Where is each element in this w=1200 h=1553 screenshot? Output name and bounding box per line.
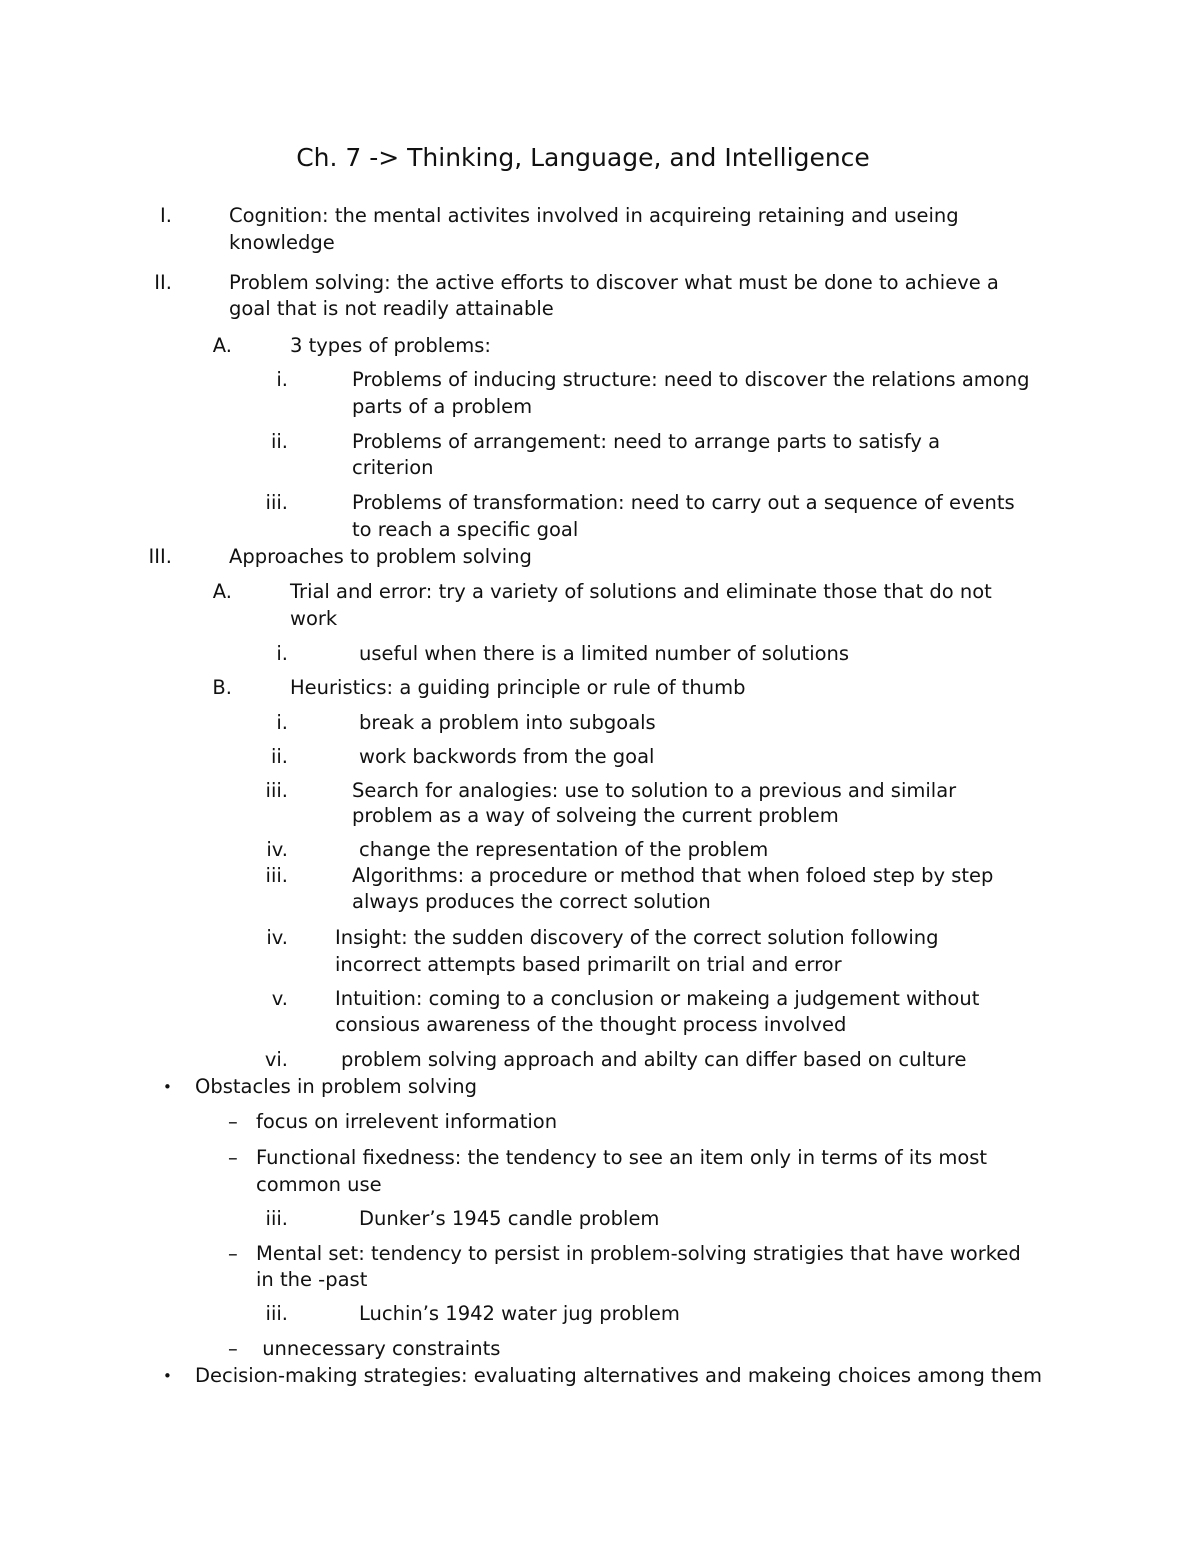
outline-text: Algorithms: a procedure or method that when foloed step by step [352, 864, 994, 887]
outline-marker: iii. [265, 1302, 288, 1325]
outline-text: Insight: the sudden discovery of the correct solution following [335, 926, 939, 949]
outline-text: Luchin’s 1942 water jug problem [359, 1302, 680, 1325]
outline-text-continued: always produces the correct solution [352, 890, 711, 913]
outline-text: Search for analogies: use to solution to a previous and similar [352, 779, 957, 802]
outline-marker: iii. [265, 1207, 288, 1230]
outline-text: Approaches to problem solving [229, 545, 532, 568]
outline-marker: A. [212, 580, 232, 603]
outline-text: Problem solving: the active efforts to discover what must be done to achieve a [229, 271, 999, 294]
dash-marker: – [228, 1110, 238, 1133]
outline-marker: vi. [264, 1048, 288, 1071]
outline-text: work backwords from the goal [359, 745, 655, 768]
outline-text: break a problem into subgoals [359, 711, 656, 734]
outline-marker: II. [154, 271, 172, 294]
outline-marker: A. [212, 334, 232, 357]
outline-marker: iii. [265, 864, 288, 887]
outline-marker: v. [271, 987, 288, 1010]
dash-marker: – [228, 1337, 238, 1360]
outline-text-continued: work [290, 607, 338, 630]
outline-text-continued: common use [256, 1173, 382, 1196]
outline-text: change the representation of the problem [359, 838, 769, 861]
outline-text: Heuristics: a guiding principle or rule of thumb [290, 676, 746, 699]
outline-marker: iii. [265, 491, 288, 514]
outline-marker: i. [276, 642, 288, 665]
dash-marker: – [228, 1242, 238, 1265]
outline-text: Decision-making strategies: evaluating alternatives and makeing choices among them [195, 1364, 1043, 1387]
outline-text: unnecessary constraints [256, 1337, 501, 1360]
bullet-marker: • [163, 1078, 172, 1096]
outline-text-continued: incorrect attempts based primarilt on trial and error [335, 953, 842, 976]
outline-marker: i. [276, 368, 288, 391]
outline-marker: III. [148, 545, 172, 568]
outline-marker: i. [276, 711, 288, 734]
page-title: Ch. 7 -> Thinking, Language, and Intelligence [296, 143, 870, 172]
outline-text: Problems of transformation: need to carry out a sequence of events [352, 491, 1015, 514]
outline-text: Trial and error: try a variety of solutions and eliminate those that do not [290, 580, 992, 603]
outline-text: problem solving approach and abilty can differ based on culture [341, 1048, 967, 1071]
outline-marker: B. [212, 676, 232, 699]
outline-text: Problems of inducing structure: need to discover the relations among [352, 368, 1030, 391]
outline-marker: ii. [270, 430, 288, 453]
outline-text: Functional fixedness: the tendency to see an item only in terms of its most [256, 1146, 988, 1169]
outline-marker: iii. [265, 779, 288, 802]
outline-text: Problems of arrangement: need to arrange parts to satisfy a [352, 430, 941, 453]
outline-text: Dunker’s 1945 candle problem [359, 1207, 660, 1230]
outline-text: Mental set: tendency to persist in problem-solving stratigies that have worked [256, 1242, 1021, 1265]
outline-text: Cognition: the mental activites involved in acquireing retaining and useing [229, 204, 959, 227]
outline-text-continued: to reach a specific goal [352, 518, 579, 541]
bullet-marker: • [163, 1367, 172, 1385]
outline-text: Obstacles in problem solving [195, 1075, 478, 1098]
outline-text-continued: problem as a way of solveing the current problem [352, 804, 839, 827]
outline-marker: iv. [266, 838, 288, 861]
outline-text-continued: parts of a problem [352, 395, 533, 418]
outline-text-continued: knowledge [229, 231, 335, 254]
dash-marker: – [228, 1146, 238, 1169]
outline-text: useful when there is a limited number of solutions [359, 642, 850, 665]
outline-text: Intuition: coming to a conclusion or makeing a judgement without [335, 987, 980, 1010]
outline-text-continued: consious awareness of the thought process involved [335, 1013, 847, 1036]
outline-text-continued: in the -past [256, 1268, 368, 1291]
outline-text: focus on irrelevent information [256, 1110, 558, 1133]
outline-marker: I. [160, 204, 172, 227]
outline-text-continued: goal that is not readily attainable [229, 297, 554, 320]
outline-text-continued: criterion [352, 456, 434, 479]
outline-marker: ii. [270, 745, 288, 768]
outline-marker: iv. [266, 926, 288, 949]
outline-text: 3 types of problems: [290, 334, 491, 357]
